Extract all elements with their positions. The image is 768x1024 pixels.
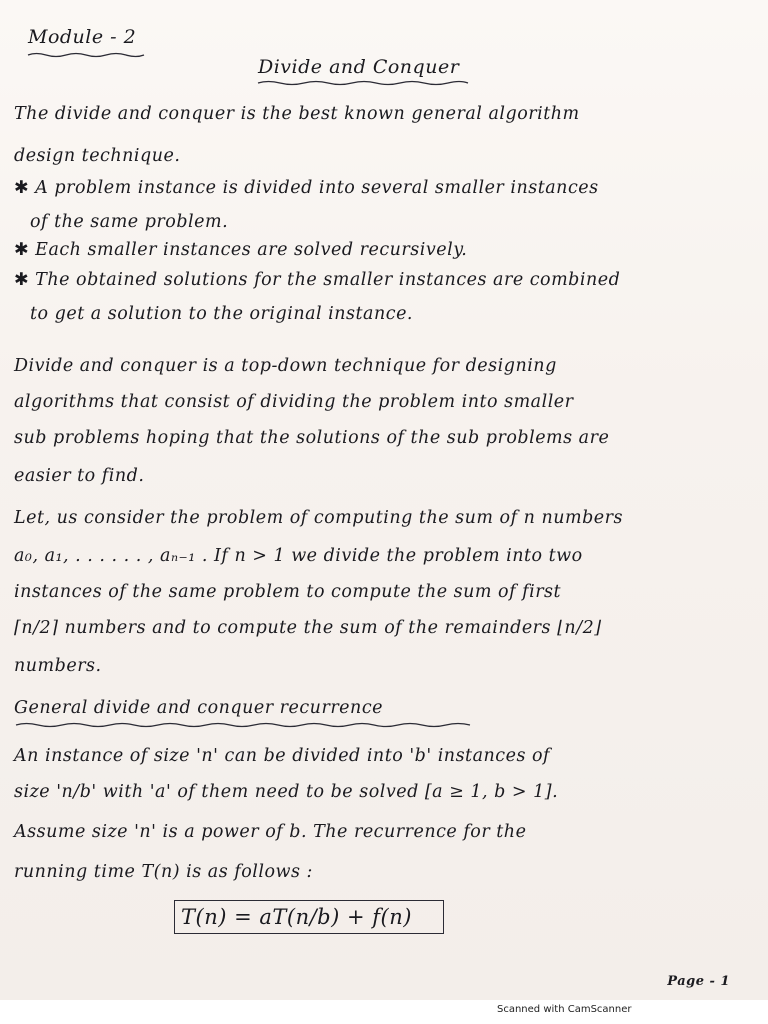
page-heading: Divide and Conquer: [258, 56, 460, 78]
para4-line-3: Assume size 'n' is a power of b. The recurrence for the: [14, 822, 527, 842]
page-number: Page - 1: [667, 974, 730, 989]
para3-line-4: ⌈n/2⌉ numbers and to compute the sum of the remainders ⌊n/2⌋: [14, 618, 602, 638]
para3-line-3: instances of the same problem to compute the sum of first: [14, 582, 562, 602]
heading-underline: [256, 80, 470, 86]
subheading-underline: [14, 722, 474, 728]
bullet-3-line-2: to get a solution to the original instance.: [30, 304, 413, 324]
scanner-watermark: Scanned with CamScanner: [497, 1004, 632, 1015]
subheading: General divide and conquer recurrence: [14, 698, 383, 718]
para3-line-1: Let, us consider the problem of computing the sum of n numbers: [14, 508, 623, 528]
bullet-1-line-2: of the same problem.: [30, 212, 229, 232]
bullet-star-icon: ✱: [14, 270, 30, 290]
bullet-1-line-1: ✱ A problem instance is divided into several smaller instances: [14, 178, 599, 198]
para4-line-1: An instance of size 'n' can be divided into 'b' instances of: [14, 746, 551, 766]
bullet-3-line-1: ✱ The obtained solutions for the smaller instances are combined: [14, 270, 621, 290]
module-title: Module - 2: [28, 26, 137, 48]
para2-line-2: algorithms that consist of dividing the problem into smaller: [14, 392, 574, 412]
scanner-footer: [0, 1000, 768, 1024]
bullet-star-icon: ✱: [14, 178, 30, 198]
intro-line-1: The divide and conquer is the best known general algorithm: [14, 104, 580, 124]
para2-line-3: sub problems hoping that the solutions of the sub problems are: [14, 428, 610, 448]
intro-line-2: design technique.: [14, 146, 181, 166]
bullet-star-icon: ✱: [14, 240, 30, 260]
para3-line-2: a₀, a₁, . . . . . . , aₙ₋₁ . If n > 1 we divide the problem into two: [14, 546, 583, 566]
para3-line-5: numbers.: [14, 656, 102, 676]
para4-line-4: running time T(n) is as follows :: [14, 862, 313, 882]
para2-line-4: easier to find.: [14, 466, 145, 486]
para4-line-2: size 'n/b' with 'a' of them need to be solved [a ≥ 1, b > 1].: [14, 782, 559, 802]
recurrence-formula-box: T(n) = aT(n/b) + f(n): [174, 900, 444, 934]
module-title-underline: [26, 52, 146, 58]
bullet-2-line-1: ✱ Each smaller instances are solved recursively.: [14, 240, 468, 260]
para2-line-1: Divide and conquer is a top-down technique for designing: [14, 356, 557, 376]
